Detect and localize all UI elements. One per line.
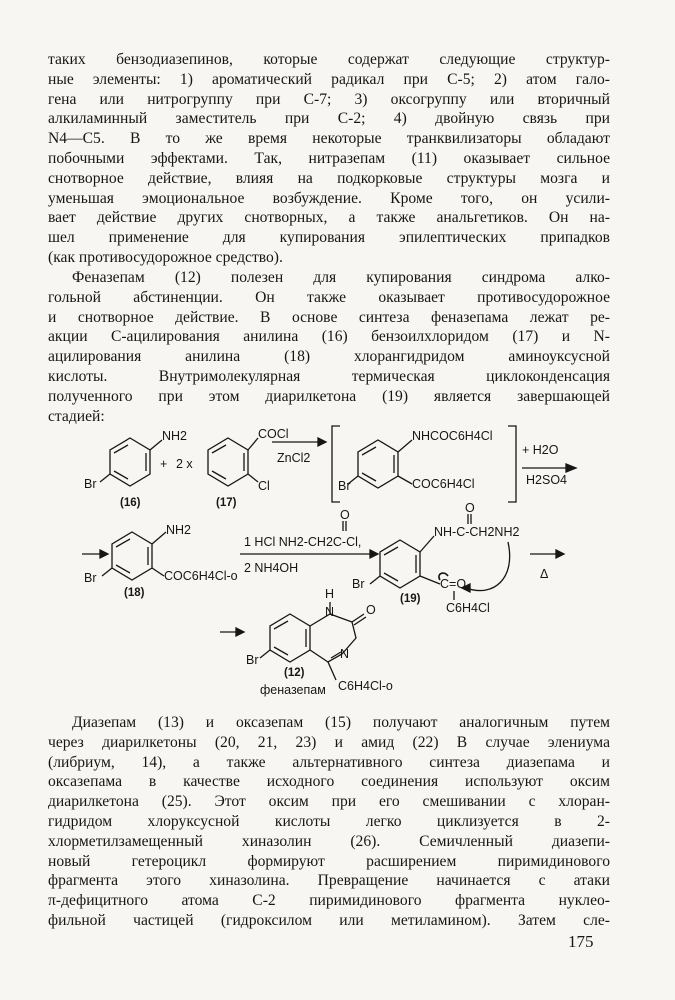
text-line: ацилирования анилина (18) хлорангидридом аминоуксусной bbox=[48, 348, 610, 366]
text-line: новый гетероцикл формируют расширением пиримидинового bbox=[48, 852, 610, 870]
text-line: π-дефицитного атома С-2 пиримидинового фрагмента нуклео- bbox=[48, 892, 610, 910]
compound-number: (12) bbox=[284, 667, 305, 679]
text-line: диарилкетона (25). Этот оксим при его смешивании с хлоран- bbox=[48, 793, 610, 811]
reagent-label: 2 NH4OH bbox=[244, 561, 299, 575]
chem-label: H bbox=[325, 587, 335, 601]
text-line: гольной абстиненции. Он также оказывает противосудорожное bbox=[48, 288, 610, 306]
text-line: (как противосудорожное средство). bbox=[48, 248, 283, 266]
compound-number: (19) bbox=[400, 593, 421, 605]
text-line: фильной частицей (гидроксилом или метиламином). Затем сле- bbox=[48, 911, 610, 929]
text-line: снотворное действие, влияя на подкорковые структуры мозга и bbox=[48, 169, 610, 187]
text-line: Феназепам (12) полезен для купирования синдрома алко- bbox=[72, 269, 610, 286]
chem-label: COCl bbox=[258, 427, 289, 441]
benzene-ring-16 bbox=[110, 438, 150, 486]
compound-number: (18) bbox=[124, 587, 145, 599]
text-line: оксазепама в качестве исходного соединения используют оксим bbox=[48, 773, 610, 791]
curved-attack-arrow bbox=[466, 542, 510, 591]
chem-label: COC6H4Cl bbox=[412, 477, 475, 491]
chem-label: NH2 bbox=[162, 429, 188, 443]
text-line: уменьшая эмоциональное возбуждение. Кроме того, он усили- bbox=[48, 189, 610, 207]
compound-name: феназепам bbox=[260, 683, 326, 697]
text-line: побочными эффектами. Так, нитразепам (11) оказывает сильное bbox=[48, 149, 610, 167]
text-line: ные элементы: 1) ароматический радикал при С-5; 2) атом галo- bbox=[48, 70, 610, 88]
benzene-ring-17 bbox=[208, 438, 248, 486]
text-line: алкиламинный заместитель при С-2; 4) двойную связь при bbox=[48, 110, 610, 128]
chem-label: Br bbox=[246, 653, 259, 667]
text-line: шел применение для купирования эпилептических припадков bbox=[48, 229, 610, 247]
chem-label: C=O bbox=[440, 577, 467, 591]
text-line: фрагмента этого хиназолина. Превращение начинается с атаки bbox=[48, 872, 610, 890]
text-line: (либриум, 14), а также альтернативного синтеза диазепама и bbox=[48, 753, 610, 771]
benzene-ring-12 bbox=[270, 614, 310, 662]
chem-label: NH-C-CH2NH2 bbox=[434, 525, 520, 539]
text-line: стадией: bbox=[48, 407, 105, 425]
chem-label: NH2 bbox=[166, 523, 192, 537]
chem-label: Br bbox=[352, 577, 365, 591]
chem-label: C6H4Cl-o bbox=[338, 679, 393, 693]
text-line: кислоты. Внутримолекулярная термическая циклоконденсация bbox=[48, 367, 610, 385]
paragraph-1 bbox=[48, 50, 610, 268]
reagent-label: 1 HCl NH2-CH2C-Cl, bbox=[244, 535, 362, 549]
text-line: таких бензодиазепинов, которые содержат следующие структур- bbox=[48, 51, 610, 68]
chem-label: Br bbox=[338, 479, 351, 493]
benzene-ring-18 bbox=[112, 532, 152, 580]
chem-label: NHCOC6H4Cl bbox=[412, 429, 493, 443]
paragraph-2 bbox=[48, 268, 610, 426]
chem-label: Cl bbox=[258, 479, 270, 493]
text-line: полученного при этом диарилкетона (19) является завершающей bbox=[48, 387, 610, 405]
chem-label: COC6H4Cl-o bbox=[164, 569, 238, 583]
diazepine-ring bbox=[310, 614, 356, 662]
chem-label: O bbox=[340, 508, 350, 522]
text-line: гидридом хлоруксусной кислоты легко циклизуется в 2- bbox=[48, 812, 610, 830]
plus-sign: + bbox=[160, 457, 168, 471]
text-line: хлорметилзамещенный хиназолин (26). Семичленный диазепи- bbox=[48, 832, 610, 850]
text-line: Диазепам (13) и оксазепам (15) получают аналогичным путем bbox=[72, 714, 610, 731]
heat-label: Δ bbox=[540, 567, 549, 581]
chem-label: C6H4Cl bbox=[446, 601, 490, 615]
catalyst-label: ZnCl2 bbox=[277, 451, 311, 465]
chem-label: N bbox=[325, 605, 335, 619]
coefficient: 2 x bbox=[176, 457, 193, 471]
text-line: N4—C5. В то же время некоторые транквилизаторы обладают bbox=[48, 130, 610, 148]
reagent-label: H2SO4 bbox=[526, 473, 567, 487]
benzene-ring-intermediate bbox=[358, 440, 398, 488]
text-line: вает действие других снотворных, а также анальгетиков. Он на- bbox=[48, 209, 610, 227]
text-line: через диарилкетоны (20, 21, 23) и амид (22) В случае элениума bbox=[48, 733, 610, 751]
synthesis-scheme bbox=[0, 418, 675, 718]
compound-number: (16) bbox=[120, 497, 141, 509]
chem-label: O bbox=[366, 603, 376, 617]
chem-label: O bbox=[465, 501, 475, 515]
reagent-label: + H2O bbox=[522, 443, 559, 457]
benzene-ring-19 bbox=[380, 540, 420, 588]
chem-label: Br bbox=[84, 571, 97, 585]
paragraph-3 bbox=[48, 713, 610, 931]
page-number: 175 bbox=[568, 932, 594, 951]
chem-label: Br bbox=[84, 477, 97, 491]
chem-label: N bbox=[340, 647, 350, 661]
text-line: гена или нитрогруппу при С-7; 3) оксогруппу или вторичный bbox=[48, 90, 610, 108]
compound-number: (17) bbox=[216, 497, 237, 509]
text-line: и снотворное действие. В основе синтеза феназепама лежат ре- bbox=[48, 308, 610, 326]
text-line: акции С-ацилирования анилина (16) бензоилхлоридом (17) и N- bbox=[48, 328, 610, 346]
